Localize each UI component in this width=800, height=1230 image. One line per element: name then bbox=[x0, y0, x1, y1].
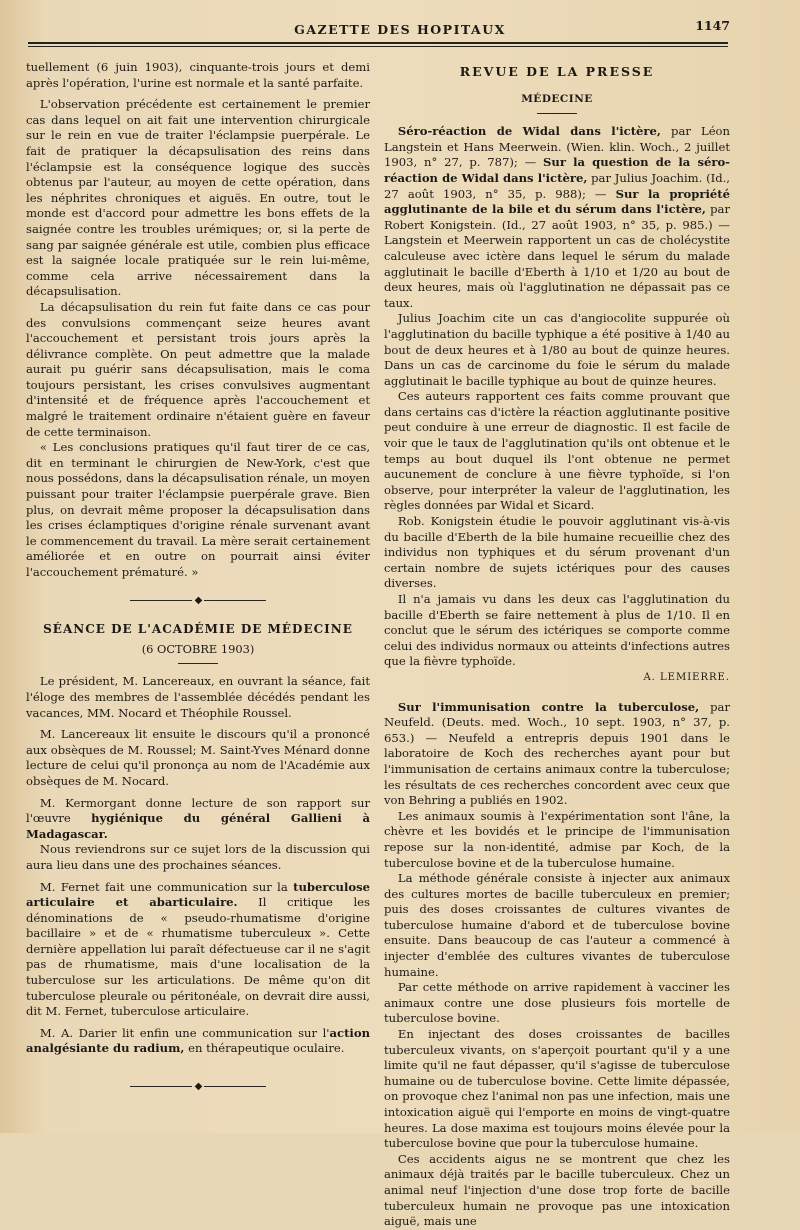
bold-topic: hygiénique du général Gallieni à Madagascar. bbox=[26, 811, 370, 841]
author-signature: A. LEMIERRE. bbox=[643, 671, 730, 683]
section-date: (6 OCTOBRE 1903) bbox=[141, 641, 255, 656]
section-title: SÉANCE DE L'ACADÉMIE DE MÉDECINE bbox=[43, 622, 353, 637]
text: en thérapeutique oculaire. bbox=[184, 1041, 345, 1056]
page-number: 1147 bbox=[695, 18, 730, 33]
paragraph bbox=[26, 1026, 370, 1057]
text: par Robert Konigstein. (Id., 27 août 1903, n° 35, p. 985.) — Langstein et Meerwein rapportent un cas de cholécystite calculeuse avec ictère dans lequel le sérum du malade agglutinait le bacille d'Eberth à 1/10 et 1/20 au bout de deux heures, mais où l'agglutination ne dépassait pas ce taux. bbox=[384, 202, 731, 310]
running-head bbox=[0, 18, 800, 40]
text: par Léon Langstein et Hans Meerwein. (Wien. klin. Woch., 2 juillet 1903, n° 27, p. 787); — bbox=[384, 124, 730, 170]
paragraph: Les animaux soumis à l'expérimentation sont l'âne, la chèvre et les bovidés et le principe de l'immunisation repose sur la non-identité, admise par Koch, de la tuberculose bovine et de la tuberculose humaine. bbox=[384, 808, 730, 870]
text: par Neufeld. (Deuts. med. Woch., 10 sept. 1903, n° 37, p. 653.) — Neufeld a entrepris depuis 1901 dans le laboratoire de Koch des recherches ayant pour but l'immunisation de certains animaux contre la tuberculose; les résultats de ces recherches concordent avec ceux que von Behring a publiés en 1902. bbox=[384, 699, 731, 808]
paragraph: Nous reviendrons sur ce sujet lors de la discussion qui aura lieu dans une des prochaines séances. bbox=[26, 842, 370, 872]
paragraph: Le président, M. Lancereaux, en ouvrant la séance, fait l'éloge des membres de l'assemblée décédés pendant les vacances, MM. Nocard et Théophile Roussel. bbox=[26, 674, 370, 720]
paragraph: Julius Joachim cite un cas d'angiocolite suppurée où l'agglutination du bacille typhique a été positive à 1/40 au bout de deux heures et à 1/80 au bout de quinze heures. Dans un cas de carcinome du foie le sérum du malade agglutinait le bacille typhique au bout de quinze heures. bbox=[384, 311, 730, 388]
text: par Julius Joachim. (Id., 27 août 1903, n° 35, p. 988); — bbox=[384, 170, 730, 201]
bold-topic: tuberculose articulaire et abarticulaire. bbox=[26, 879, 370, 910]
text: M. Fernet fait une communication sur la bbox=[39, 879, 294, 894]
journal-title: GAZETTE DES HOPITAUX bbox=[294, 22, 506, 37]
text: M. A. Darier lit enfin une communication sur l' bbox=[39, 1025, 330, 1040]
article-title: Séro-réaction de Widal dans l'ictère, bbox=[397, 124, 661, 139]
section-ornament: ◆ bbox=[26, 593, 370, 609]
bold-topic: action analgésiante du radium, bbox=[26, 1025, 370, 1056]
paragraph: La méthode générale consiste à injecter aux animaux des cultures mortes de bacille tuberculeux en premier; puis des doses croissantes de cultures vivantes de tuberculose humaine d'abord et de tuberculose bovine ensuite. Dans beaucoup de cas l'auteur a commencé à injecter d'emblée des cultures vivantes de tuberculose humaine. bbox=[384, 871, 730, 979]
text: Il critique les dénominations de « pseudo-rhumatisme d'origine bacillaire » et de « rhumatisme tuberculeux ». Cette dernière appellation lui paraît défectueuse car il ne s'agit pas de rhumatisme, mais d'une localisation de la tuberculose sur les articulations. De même qu'on dit tuberculose pleurale ou péritonéale, on devrait dire aussi, dit M. Fernet, tuberculose articulaire. bbox=[26, 895, 370, 1019]
paragraph: La décapsulisation du rein fut faite dans ce cas pour des convulsions commençant seize heures avant l'accouchement et persistant trois jours après la délivrance complète. On peut admettre que la malade aurait pu guérir sans décapsulisation, mais le coma toujours persistant, les crises convulsives augmentant d'intensité et de fréquence après l'accouchement et malgré le traitement ordinaire n'étaient guère en faveur de cette terminaison. bbox=[26, 299, 370, 439]
paragraph: Ces auteurs rapportent ces faits comme prouvant que dans certains cas d'ictère la réaction agglutinante positive peut conduire à une erreur de diagnostic. Il est facile de voir que le taux de l'agglutination qu'ils ont obtenue et le temps au bout duquel ils l'ont obtenue ne permet aucunement de conclure à une fièvre typhoïde, si l'on observe, pour interpréter la valeur de l'agglutination, les règles données par Widal et Sicard. bbox=[384, 389, 730, 513]
left-column bbox=[26, 60, 370, 1109]
paragraph bbox=[26, 880, 370, 1020]
paragraph: En injectant des doses croissantes de bacilles tuberculeux vivants, on s'aperçoit pourtant qu'il y a une limite qu'il ne faut dépasser, qu'il s'agisse de tuberculose humaine ou de tuberculose bovine. Cette limite dépassée, on provoque chez l'animal non pas une infection, mais une intoxication aiguë qui l'emporte en moins de vingt-quatre heures. La dose maxima est toujours moins élevée pour la tuberculose bovine que pour la tuberculose humaine. bbox=[384, 1027, 730, 1151]
article-title: Sur la propriété agglutinante de la bile et du sérum dans l'ictère, bbox=[384, 186, 731, 217]
paragraph: Il n'a jamais vu dans les deux cas l'agglutination du bacille d'Eberth se faire nettement à plus de 1/10. Il en conclut que le sérum des ictériques se comporte comme celui des individus normaux ou atteints d'infections autres que la fièvre typhoïde. bbox=[384, 592, 730, 669]
article-title: Sur la question de la séro-réaction de Widal dans l'ictère, bbox=[384, 155, 730, 185]
header-rule bbox=[28, 42, 728, 47]
paragraph: Par cette méthode on arrive rapidement à vacciner les animaux contre une dose plusieurs fois mortelle de tuberculose bovine. bbox=[384, 980, 730, 1026]
paragraph: tuellement (6 juin 1903), cinquante-trois jours et demi après l'opération, l'urine est normale et la santé parfaite. bbox=[26, 60, 370, 90]
section-ornament: ◆ bbox=[26, 1079, 370, 1095]
paragraph bbox=[384, 124, 730, 311]
paragraph bbox=[384, 700, 730, 809]
paragraph: « Les conclusions pratiques qu'il faut tirer de ce cas, dit en terminant le chirurgien de New-York, c'est que nous possédons, dans la décapsulisation rénale, un moyen puissant pour traiter l'éclampsie puerpérale grave. Bien plus, on devrait même proposer la décapsulisation dans les crises éclamptiques d'origine rénale survenant avant le commencement du travail. La mère serait certainement améliorée et en outre on pourrait ainsi éviter l'accouchement prématuré. » bbox=[26, 440, 370, 579]
divider bbox=[178, 663, 218, 664]
article-title: Sur l'immunisation contre la tuberculose, bbox=[397, 699, 700, 714]
text: M. Kermorgant donne lecture de son rapport sur l'œuvre bbox=[26, 795, 370, 826]
section-title: REVUE DE LA PRESSE bbox=[459, 64, 655, 79]
paragraph: L'observation précédente est certainement le premier cas dans lequel on ait fait une intervention chirurgicale sur le rein en vue de traiter l'éclampsie puerpérale. Le fait de pratiquer la décapsulisation des reins dans l'éclampsie est la conséquence logique des succès obtenus par l'auteur, au moyen de cette opération, dans les néphrites chroniques et aiguës. En outre, tout le monde est d'accord pour admettre les bons effets de la saignée contre les troubles urémiques; or, si la perte de sang par saignée générale est utile, combien plus efficace est la saignée locale pratiquée sur le rein lui-même, comme cela arrive nécessairement dans la décapsulisation. bbox=[26, 97, 370, 299]
paragraph: Rob. Konigstein étudie le pouvoir agglutinant vis-à-vis du bacille d'Eberth de la bile humaine recueillie chez des individus non typhiques et du sérum provenant d'un certain nombre de sujets ictériques pour des causes diverses. bbox=[384, 514, 730, 591]
paragraph bbox=[26, 796, 370, 843]
rubric-title: MÉDECINE bbox=[521, 92, 593, 105]
divider bbox=[537, 113, 577, 114]
right-column bbox=[384, 60, 730, 1230]
paragraph: M. Lancereaux lit ensuite le discours qu'il a prononcé aux obsèques de M. Roussel; M. Saint-Yves Ménard donne lecture de celui qu'il prononça au nom de l'Académie aux obsèques de M. Nocard. bbox=[26, 727, 370, 788]
paragraph: Ces accidents aigus ne se montrent que chez les animaux déjà traités par le bacille tuberculeux. Chez un animal neuf l'injection d'une dose trop forte de bacille tuberculeux humain ne provoque pas une intoxication aiguë, mais une bbox=[384, 1151, 730, 1229]
